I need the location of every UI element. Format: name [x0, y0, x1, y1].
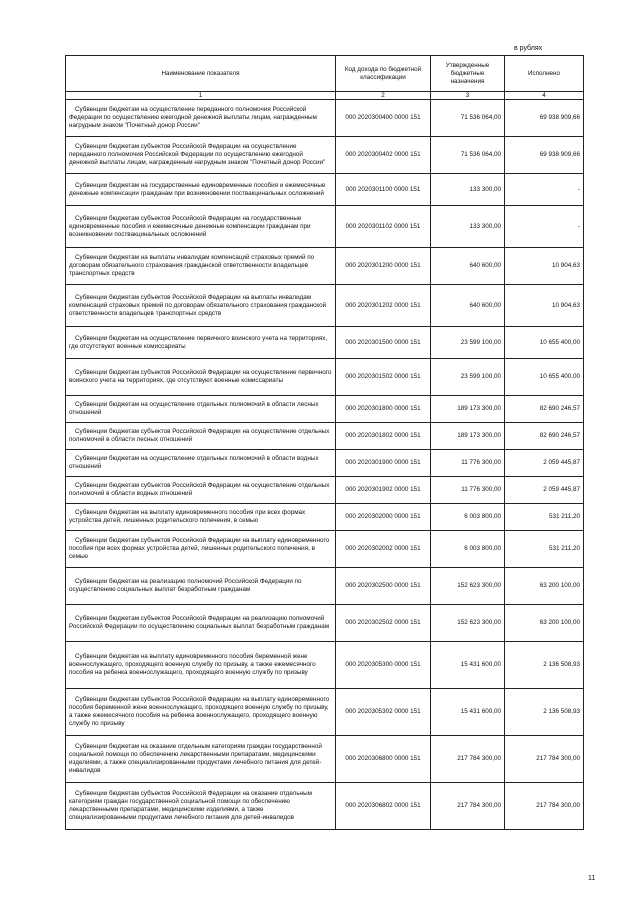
row-code: 000 2020300402 0000 151	[336, 137, 431, 174]
table-row	[66, 423, 584, 450]
table-row	[66, 137, 584, 174]
row-executed: 2 059 445,87	[505, 477, 584, 504]
row-executed: 63 200 100,00	[505, 605, 584, 642]
table-row	[66, 477, 584, 504]
row-executed: 10 655 400,00	[505, 359, 584, 396]
table-row	[66, 642, 584, 689]
row-name: Субвенции бюджетам на государственные единовременные пособия и ежемесячные денежные компенсации гражданам при возникновении поствакцинальных осложнений	[66, 174, 336, 206]
row-code: 000 2020302502 0000 151	[336, 605, 431, 642]
row-code: 000 2020301502 0000 151	[336, 359, 431, 396]
row-approved: 71 536 064,00	[431, 100, 505, 137]
table-row	[66, 504, 584, 531]
header-executed: Исполнено	[505, 56, 584, 92]
table-row	[66, 783, 584, 830]
table-row	[66, 248, 584, 285]
table-row	[66, 689, 584, 736]
row-approved: 6 003 800,00	[431, 504, 505, 531]
row-approved: 15 431 600,00	[431, 642, 505, 689]
column-number: 3	[431, 92, 505, 100]
row-code: 000 2020302000 0000 151	[336, 504, 431, 531]
row-executed: 69 938 909,66	[505, 100, 584, 137]
table-row	[66, 285, 584, 327]
table-row	[66, 174, 584, 206]
row-executed: 63 200 100,00	[505, 568, 584, 605]
row-code: 000 2020301902 0000 151	[336, 477, 431, 504]
table-body	[66, 100, 584, 830]
row-executed: 10 904,63	[505, 285, 584, 327]
row-name: Субвенции бюджетам на оказание отдельным категориям граждан государственной социальной помощи по обеспечению лекарственными препаратами, медицинскими изделиями, а также специализированными продуктами лечебного питания для детей-инвалидов	[66, 736, 336, 783]
row-name: Субвенции бюджетам на выплату единовременного пособия беременной жене военнослужащего, проходящего военную службу по призыву, а также ежемесячного пособия на ребенка военнослужащего, проходящего военную службу по призыву	[66, 642, 336, 689]
row-name: Субвенции бюджетам субъектов Российской Федерации на выплаты инвалидам компенсаций страховых премий по договорам обязательного страхования гражданской ответственности владельцев транспортных средств	[66, 285, 336, 327]
column-number: 4	[505, 92, 584, 100]
row-executed: 82 690 246,57	[505, 396, 584, 423]
row-name: Субвенции бюджетам на выплату единовременного пособия при всех формах устройства детей, лишенных родительского попечения, в семью	[66, 504, 336, 531]
row-executed: -	[505, 206, 584, 248]
row-code: 000 2020306800 0000 151	[336, 736, 431, 783]
row-name: Субвенции бюджетам субъектов Российской Федерации на осуществление первичного воинского учета на территориях, где отсутствуют военные комиссариаты	[66, 359, 336, 396]
row-name: Субвенции бюджетам субъектов Российской Федерации на оказание отдельным категориям граждан государственной социальной помощи по обеспечению лекарственными препаратами, медицинскими изделиями, а также специализированными продуктами лечебного питания для детей-инвалидов	[66, 783, 336, 830]
row-name: Субвенции бюджетам субъектов Российской Федерации на выплату единовременного пособия беременной жене военнослужащего, проходящего военную службу по призыву, а также ежемесячного пособия на ребенка военнослужащего, проходящего военную службу по призыву	[66, 689, 336, 736]
table-row	[66, 568, 584, 605]
row-code: 000 2020305300 0000 151	[336, 642, 431, 689]
row-code: 000 2020301202 0000 151	[336, 285, 431, 327]
row-executed: 2 136 508,93	[505, 642, 584, 689]
row-approved: 189 173 300,00	[431, 423, 505, 450]
row-executed: 2 059 445,87	[505, 450, 584, 477]
row-code: 000 2020301900 0000 151	[336, 450, 431, 477]
units-note: в рублях	[514, 45, 543, 52]
row-approved: 23 599 100,00	[431, 327, 505, 359]
row-executed: 531 211,20	[505, 531, 584, 568]
page-number: 11	[588, 875, 596, 882]
row-code: 000 2020306802 0000 151	[336, 783, 431, 830]
row-name: Субвенции бюджетам на осуществление первичного воинского учета на территориях, где отсутствуют военные комиссариаты	[66, 327, 336, 359]
row-code: 000 2020301100 0000 151	[336, 174, 431, 206]
row-approved: 640 600,00	[431, 248, 505, 285]
row-name: Субвенции бюджетам субъектов Российской Федерации на осуществление переданного полномочия Российской Федерации по осуществлению ежегодной денежной выплаты лицам, награжденным нагрудным знаком "Почетный донор России"	[66, 137, 336, 174]
column-number: 1	[66, 92, 336, 100]
row-name: Субвенции бюджетам субъектов Российской Федерации на выплату единовременного пособия при всех формах устройства детей, лишенных родительского попечения, в семью	[66, 531, 336, 568]
row-approved: 189 173 300,00	[431, 396, 505, 423]
row-executed: -	[505, 174, 584, 206]
row-code: 000 2020302002 0000 151	[336, 531, 431, 568]
row-executed: 10 904,63	[505, 248, 584, 285]
row-name: Субвенции бюджетам субъектов Российской Федерации на государственные единовременные пособия и ежемесячные денежные компенсации гражданам при возникновении поствакцинальных осложнений	[66, 206, 336, 248]
row-code: 000 2020305302 0000 151	[336, 689, 431, 736]
table-row	[66, 359, 584, 396]
row-code: 000 2020300400 0000 151	[336, 100, 431, 137]
row-name: Субвенции бюджетам на осуществление переданного полномочия Российской Федерации по осуществлению ежегодной денежной выплаты лицам, награжденным нагрудным знаком "Почетный донор России"	[66, 100, 336, 137]
row-approved: 217 784 300,00	[431, 783, 505, 830]
row-approved: 217 784 300,00	[431, 736, 505, 783]
header-code: Код дохода по бюджетной классификации	[336, 56, 431, 92]
header-name: Наименование показателя	[66, 56, 336, 92]
table-row	[66, 396, 584, 423]
row-name: Субвенции бюджетам на реализацию полномочий Российской Федерации по осуществлению социальных выплат безработным гражданам	[66, 568, 336, 605]
table-row	[66, 450, 584, 477]
row-executed: 217 784 300,00	[505, 736, 584, 783]
table-row	[66, 100, 584, 137]
table-row	[66, 736, 584, 783]
table-header-row	[66, 56, 584, 92]
row-name: Субвенции бюджетам субъектов Российской Федерации на осуществление отдельных полномочий в области водных отношений	[66, 477, 336, 504]
table-row	[66, 327, 584, 359]
row-approved: 640 600,00	[431, 285, 505, 327]
row-approved: 133 300,00	[431, 174, 505, 206]
table-row	[66, 605, 584, 642]
row-approved: 152 623 300,00	[431, 568, 505, 605]
row-code: 000 2020301802 0000 151	[336, 423, 431, 450]
row-code: 000 2020302500 0000 151	[336, 568, 431, 605]
table-row	[66, 206, 584, 248]
budget-table	[65, 55, 584, 830]
column-number-row	[66, 92, 584, 100]
row-approved: 15 431 600,00	[431, 689, 505, 736]
row-name: Субвенции бюджетам на осуществление отдельных полномочий в области водных отношений	[66, 450, 336, 477]
row-approved: 6 003 800,00	[431, 531, 505, 568]
row-name: Субвенции бюджетам субъектов Российской Федерации на осуществление отдельных полномочий в области лесных отношений	[66, 423, 336, 450]
column-number: 2	[336, 92, 431, 100]
row-approved: 133 300,00	[431, 206, 505, 248]
row-code: 000 2020301500 0000 151	[336, 327, 431, 359]
row-approved: 71 536 064,00	[431, 137, 505, 174]
row-code: 000 2020301102 0000 151	[336, 206, 431, 248]
row-executed: 69 938 909,66	[505, 137, 584, 174]
header-approved: Утвержденные бюджетные назначения	[431, 56, 505, 92]
row-approved: 11 776 300,00	[431, 450, 505, 477]
row-executed: 2 136 508,93	[505, 689, 584, 736]
row-executed: 217 784 300,00	[505, 783, 584, 830]
row-name: Субвенции бюджетам на выплаты инвалидам компенсаций страховых премий по договорам обязательного страхования гражданской ответственности владельцев транспортных средств	[66, 248, 336, 285]
row-name: Субвенции бюджетам субъектов Российской Федерации на реализацию полномочий Российской Федерации по осуществлению социальных выплат безработным гражданам	[66, 605, 336, 642]
row-code: 000 2020301200 0000 151	[336, 248, 431, 285]
row-executed: 531 211,20	[505, 504, 584, 531]
row-executed: 82 690 246,57	[505, 423, 584, 450]
row-executed: 10 655 400,00	[505, 327, 584, 359]
row-code: 000 2020301800 0000 151	[336, 396, 431, 423]
row-approved: 23 599 100,00	[431, 359, 505, 396]
row-approved: 11 776 300,00	[431, 477, 505, 504]
row-approved: 152 623 300,00	[431, 605, 505, 642]
row-name: Субвенции бюджетам на осуществление отдельных полномочий в области лесных отношений	[66, 396, 336, 423]
table-row	[66, 531, 584, 568]
